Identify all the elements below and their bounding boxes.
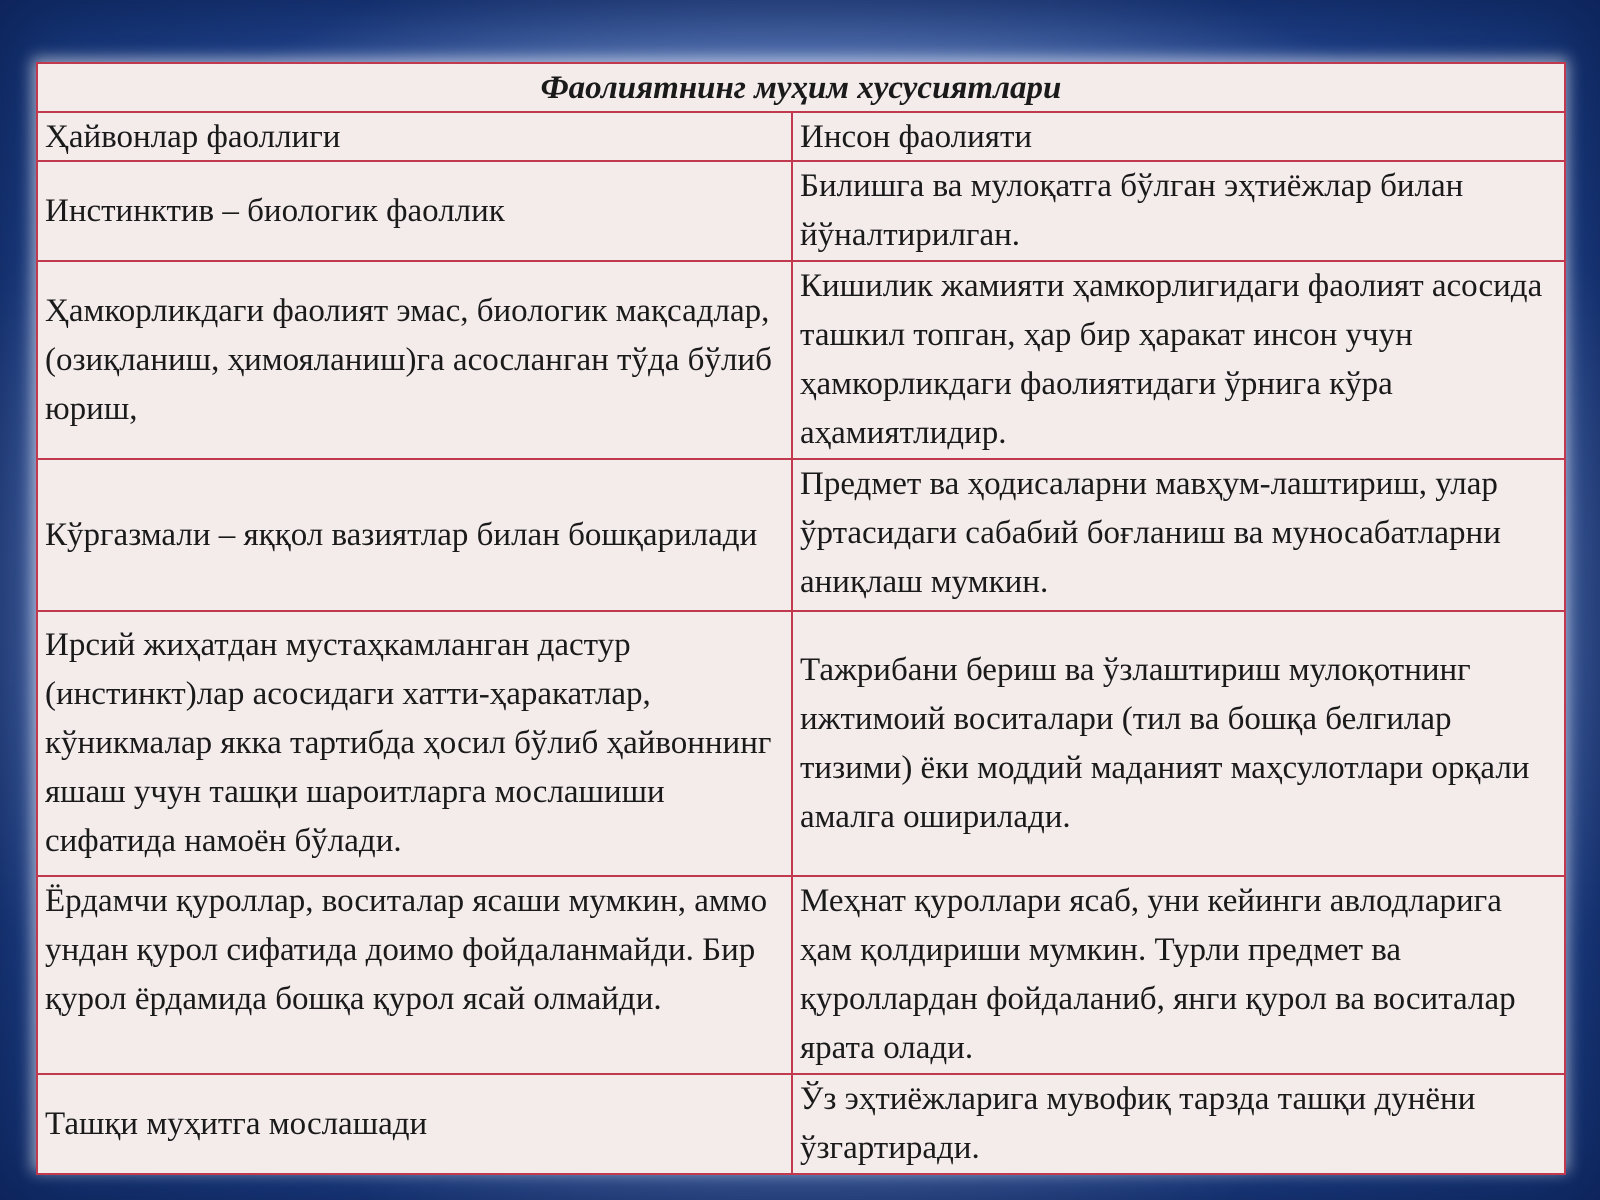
comparison-table	[36, 62, 1566, 1175]
cell-animal: Ёрдамчи қуроллар, воситалар ясаши мумкин, аммо ундан қурол сифатида доимо фойдаланмайди. Бир қурол ёрдамида бошқа қурол ясай олмайди.	[37, 876, 792, 1074]
table-row	[37, 161, 1565, 261]
table-row	[37, 261, 1565, 459]
table-row	[37, 876, 1565, 1074]
cell-human: Билишга ва мулоқатга бўлган эҳтиёжлар билан йўналтирилган.	[792, 161, 1565, 261]
cell-human: Предмет ва ҳодисаларни мавҳум-лаштириш, улар ўртасидаги сабабий боғланиш ва муносабатларни аниқлаш мумкин.	[792, 459, 1565, 611]
cell-animal: Кўргазмали – яққол вазиятлар билан бошқарилади	[37, 459, 792, 611]
cell-human: Ўз эҳтиёжларига мувофиқ тарзда ташқи дунёни ўзгартиради.	[792, 1074, 1565, 1174]
cell-human: Меҳнат қуроллари ясаб, уни кейинги авлодларига ҳам қолдириши мумкин. Турли предмет ва қуроллардан фойдаланиб, янги қурол ва воситалар ярата олади.	[792, 876, 1565, 1074]
table-row	[37, 1074, 1565, 1174]
cell-animal: Ҳамкорликдаги фаолият эмас, биологик мақсадлар, (озиқланиш, ҳимояланиш)га асосланган тўда бўлиб юриш,	[37, 261, 792, 459]
table-row	[37, 459, 1565, 611]
table-row	[37, 611, 1565, 876]
cell-animal: Ташқи муҳитга мослашади	[37, 1074, 792, 1174]
comparison-table-container	[36, 62, 1564, 1168]
column-header-animal: Ҳайвонлар фаоллиги	[37, 112, 792, 161]
cell-human: Кишилик жамияти ҳамкорлигидаги фаолият асосида ташкил топган, ҳар бир ҳаракат инсон учун ҳамкорликдаги фаолиятидаги ўрнига кўра аҳамиятлидир.	[792, 261, 1565, 459]
cell-animal: Ирсий жиҳатдан мустаҳкамланган дастур (инстинкт)лар асосидаги хатти-ҳаракатлар, кўникмалар якка тартибда ҳосил бўлиб ҳайвоннинг яшаш учун ташқи шароитларга мослашиши сифатида намоён бўлади.	[37, 611, 792, 876]
column-header-human: Инсон фаолияти	[792, 112, 1565, 161]
cell-human: Тажрибани бериш ва ўзлаштириш мулоқотнинг ижтимоий воситалари (тил ва бошқа белгилар тизими) ёки моддий маданият маҳсулотлари орқали амалга оширилади.	[792, 611, 1565, 876]
table-title: Фаолиятнинг муҳим хусусиятлари	[37, 63, 1565, 112]
cell-animal: Инстинктив – биологик фаоллик	[37, 161, 792, 261]
